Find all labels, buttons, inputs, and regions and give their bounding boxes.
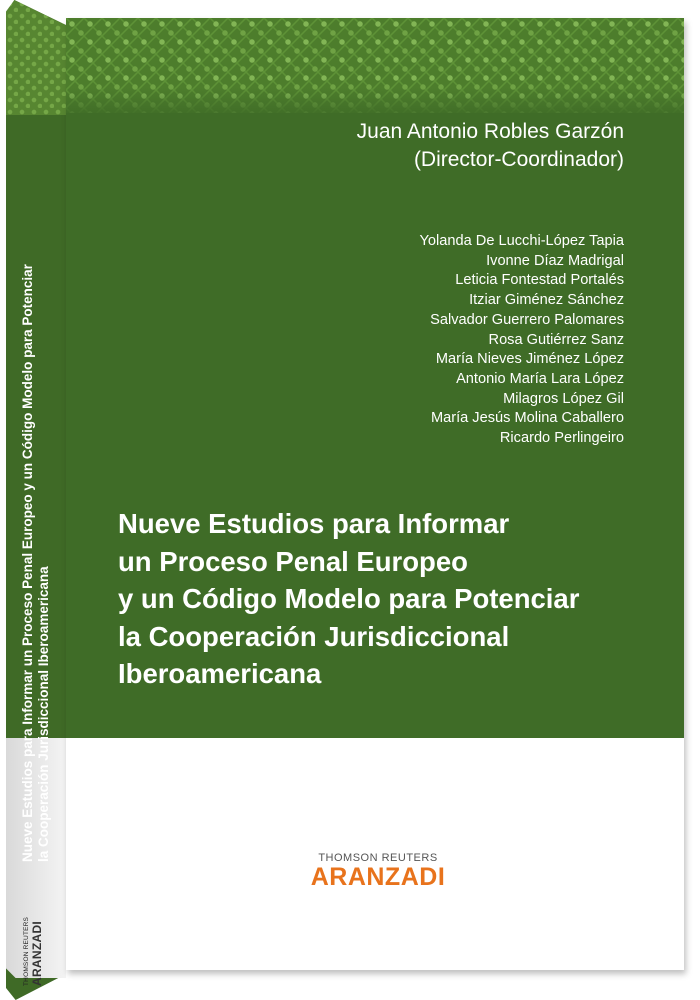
book-title-line: Iberoamericana [118, 658, 322, 690]
spine-title-line-1: Nueve Estudios para Informar un Proceso Penal Europeo y un Código Modelo para Potenciar [20, 264, 35, 862]
author-name: Itziar Giménez Sánchez [469, 292, 624, 309]
author-name: Leticia Fontestad Portalés [455, 272, 624, 289]
director-block [357, 118, 624, 174]
director-name: Juan Antonio Robles Garzón [356, 120, 624, 143]
author-list [420, 232, 624, 449]
book-title-line: un Proceso Penal Europeo [118, 545, 468, 577]
author-name: María Jesús Molina Caballero [430, 410, 624, 427]
spine-publisher-logo [23, 786, 44, 986]
pattern-fade [66, 88, 684, 118]
book-title-line: y un Código Modelo para Potenciar [118, 583, 580, 615]
author-name: Salvador Guerrero Palomares [430, 311, 624, 328]
director-role: (Director-Coordinador) [413, 148, 624, 171]
publisher-top: THOMSON REUTERS [318, 852, 438, 864]
spine-title [20, 12, 52, 862]
spine-title-line-2: la Cooperación Jurisdiccional Iberoamericana [36, 566, 51, 862]
front-cover [66, 18, 684, 970]
book-title-line: Nueve Estudios para Informar [118, 508, 510, 539]
spine-publisher-top: THOMSON REUTERS [23, 916, 30, 986]
publisher-bottom: ARANZADI [310, 863, 446, 891]
author-name: Ricardo Perlingeiro [499, 430, 624, 447]
author-name: Antonio María Lara López [456, 370, 624, 387]
author-name: Rosa Gutiérrez Sanz [488, 331, 624, 348]
publisher-logo [298, 852, 458, 890]
author-name: Yolanda De Lucchi-López Tapia [419, 233, 624, 249]
author-name: Ivonne Díaz Madrigal [486, 252, 624, 269]
author-name: María Nieves Jiménez López [435, 351, 624, 368]
book-title [118, 505, 579, 693]
author-name: Milagros López Gil [503, 390, 624, 407]
book-title-line: la Cooperación Jurisdiccional [118, 620, 510, 652]
spine-publisher-bottom: ARANZADI [30, 920, 44, 986]
